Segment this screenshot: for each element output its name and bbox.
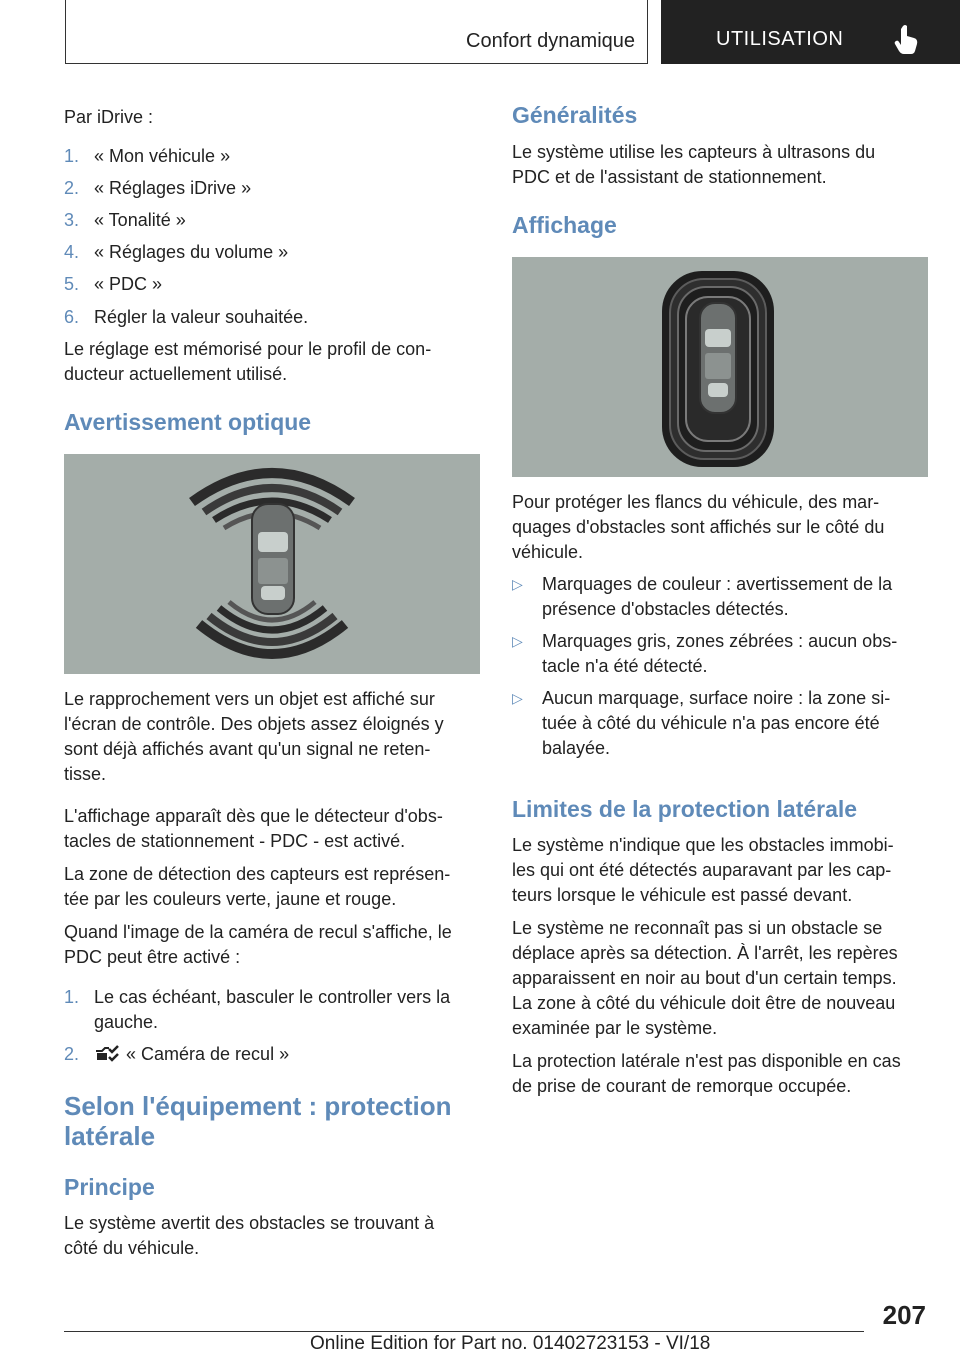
pdc-display-figure (64, 454, 480, 674)
pdc-car-illustration (64, 454, 480, 674)
step-text: « PDC » (94, 274, 163, 294)
step-text: Le cas échéant, basculer le controller vers la (94, 987, 451, 1007)
step-number: 5. (64, 274, 80, 294)
body-text: Pour protéger les flancs du véhicule, des mar‐ (512, 492, 880, 512)
body-text: Le rapprochement vers un objet est affiché sur (64, 689, 435, 709)
step-number: 1. (64, 987, 80, 1007)
list-item (64, 985, 480, 1035)
header-chapter-box (661, 0, 960, 64)
section-title: Confort dynamique (466, 30, 635, 52)
bullet-text: présence d'obstacles détectés. (542, 599, 789, 619)
step-text: « Mon véhicule » (94, 146, 231, 166)
step-number: 4. (64, 242, 80, 262)
body-text: apparaissent en noir au bout d'un certain temps. (512, 968, 897, 988)
list-item (64, 1042, 480, 1067)
chapter-title: UTILISATION (716, 28, 844, 50)
bullet-text: tuée à côté du véhicule n'a pas encore été (542, 713, 880, 733)
triangle-bullet-icon: ▷ (512, 576, 523, 592)
side-protection-figure (512, 257, 928, 477)
bullet-text: tacle n'a été détecté. (542, 656, 708, 676)
body-text: examinée par le système. (512, 1018, 718, 1038)
body-text: déplace après sa détection. À l'arrêt, les repères (512, 943, 898, 963)
body-text: PDC peut être activé : (64, 947, 241, 967)
body-text: tisse. (64, 764, 107, 784)
body-text: quages d'obstacles sont affichés sur le côté du (512, 517, 885, 537)
step-text: Régler la valeur souhaitée. (94, 307, 309, 327)
triangle-bullet-icon: ▷ (512, 690, 523, 706)
footer-divider (64, 1331, 864, 1332)
body-text: La zone de détection des capteurs est représen‐ (64, 864, 451, 884)
step-text: « Tonalité » (94, 210, 186, 230)
intro-text: Par iDrive : (64, 107, 154, 127)
list-item (64, 305, 480, 330)
heading-limits: Limites de la protection latérale (512, 796, 858, 822)
step-number: 6. (64, 307, 80, 327)
list-item (64, 144, 480, 169)
bullet-text: Marquages de couleur : avertissement de la (542, 574, 893, 594)
body-text: ducteur actuellement utilisé. (64, 364, 288, 384)
list-item (512, 629, 928, 679)
heading-side-protection (64, 1091, 452, 1151)
heading-principle: Principe (64, 1174, 155, 1200)
body-text: tée par les couleurs verte, jaune et rouge. (64, 889, 397, 909)
side-protection-illustration (512, 257, 928, 477)
list-item (512, 686, 928, 761)
body-text: Le système avertit des obstacles se trouvant à (64, 1213, 435, 1233)
body-text: Quand l'image de la caméra de recul s'affiche, le (64, 922, 452, 942)
step-number: 3. (64, 210, 80, 230)
step-number: 2. (64, 178, 80, 198)
body-text: Le système ne reconnaît pas si un obstacle se (512, 918, 883, 938)
list-item (64, 208, 480, 233)
bullet-text: balayée. (542, 738, 611, 758)
step-text: « Réglages iDrive » (94, 178, 252, 198)
heading-display: Affichage (512, 212, 617, 238)
bullet-text: Aucun marquage, surface noire : la zone si‐ (542, 688, 891, 708)
body-text: tacles de stationnement - PDC - est activé. (64, 831, 406, 851)
page-number: 207 (882, 1300, 926, 1330)
list-item (64, 272, 480, 297)
step-number: 1. (64, 146, 80, 166)
list-item (512, 572, 928, 622)
step-number: 2. (64, 1044, 80, 1064)
body-text: teurs lorsque le véhicule est passé devant. (512, 885, 853, 905)
bullet-text: Marquages gris, zones zébrées : aucun obs‐ (542, 631, 898, 651)
body-text: côté du véhicule. (64, 1238, 200, 1258)
body-text: La zone à côté du véhicule doit être de nouveau (512, 993, 896, 1013)
body-text: La protection latérale n'est pas disponible en cas (512, 1051, 901, 1071)
heading-general: Généralités (512, 102, 638, 128)
step-text: « Caméra de recul » (126, 1044, 290, 1064)
body-text: les qui ont été détectés auparavant par les cap‐ (512, 860, 892, 880)
heading-line: Selon l'équipement : protection (64, 1091, 452, 1121)
body-text: l'écran de contrôle. Des objets assez éloignés y (64, 714, 444, 734)
list-item (64, 176, 480, 201)
body-text: L'affichage apparaît dès que le détecteur d'obs‐ (64, 806, 443, 826)
triangle-bullet-icon: ▷ (512, 633, 523, 649)
heading-optical-warning: Avertissement optique (64, 409, 312, 435)
body-text: PDC et de l'assistant de stationnement. (512, 167, 827, 187)
edition-text: Online Edition for Part no. 01402723153 - VI/18 (310, 1333, 711, 1354)
body-text: de prise de courant de remorque occupée. (512, 1076, 852, 1096)
body-text: Le système n'indique que les obstacles immobi‐ (512, 835, 894, 855)
body-text: véhicule. (512, 542, 584, 562)
body-text: Le système utilise les capteurs à ultrasons du (512, 142, 876, 162)
step-text: « Réglages du volume » (94, 242, 289, 262)
step-text: gauche. (94, 1012, 159, 1032)
rear-camera-icon (94, 1045, 120, 1065)
body-text: sont déjà affichés avant qu'un signal ne reten‐ (64, 739, 431, 759)
body-text: Le réglage est mémorisé pour le profil de con‐ (64, 339, 432, 359)
list-item (64, 240, 480, 265)
heading-line: latérale (64, 1121, 156, 1151)
header-section-box (65, 0, 648, 64)
pointing-hand-icon (894, 24, 920, 54)
